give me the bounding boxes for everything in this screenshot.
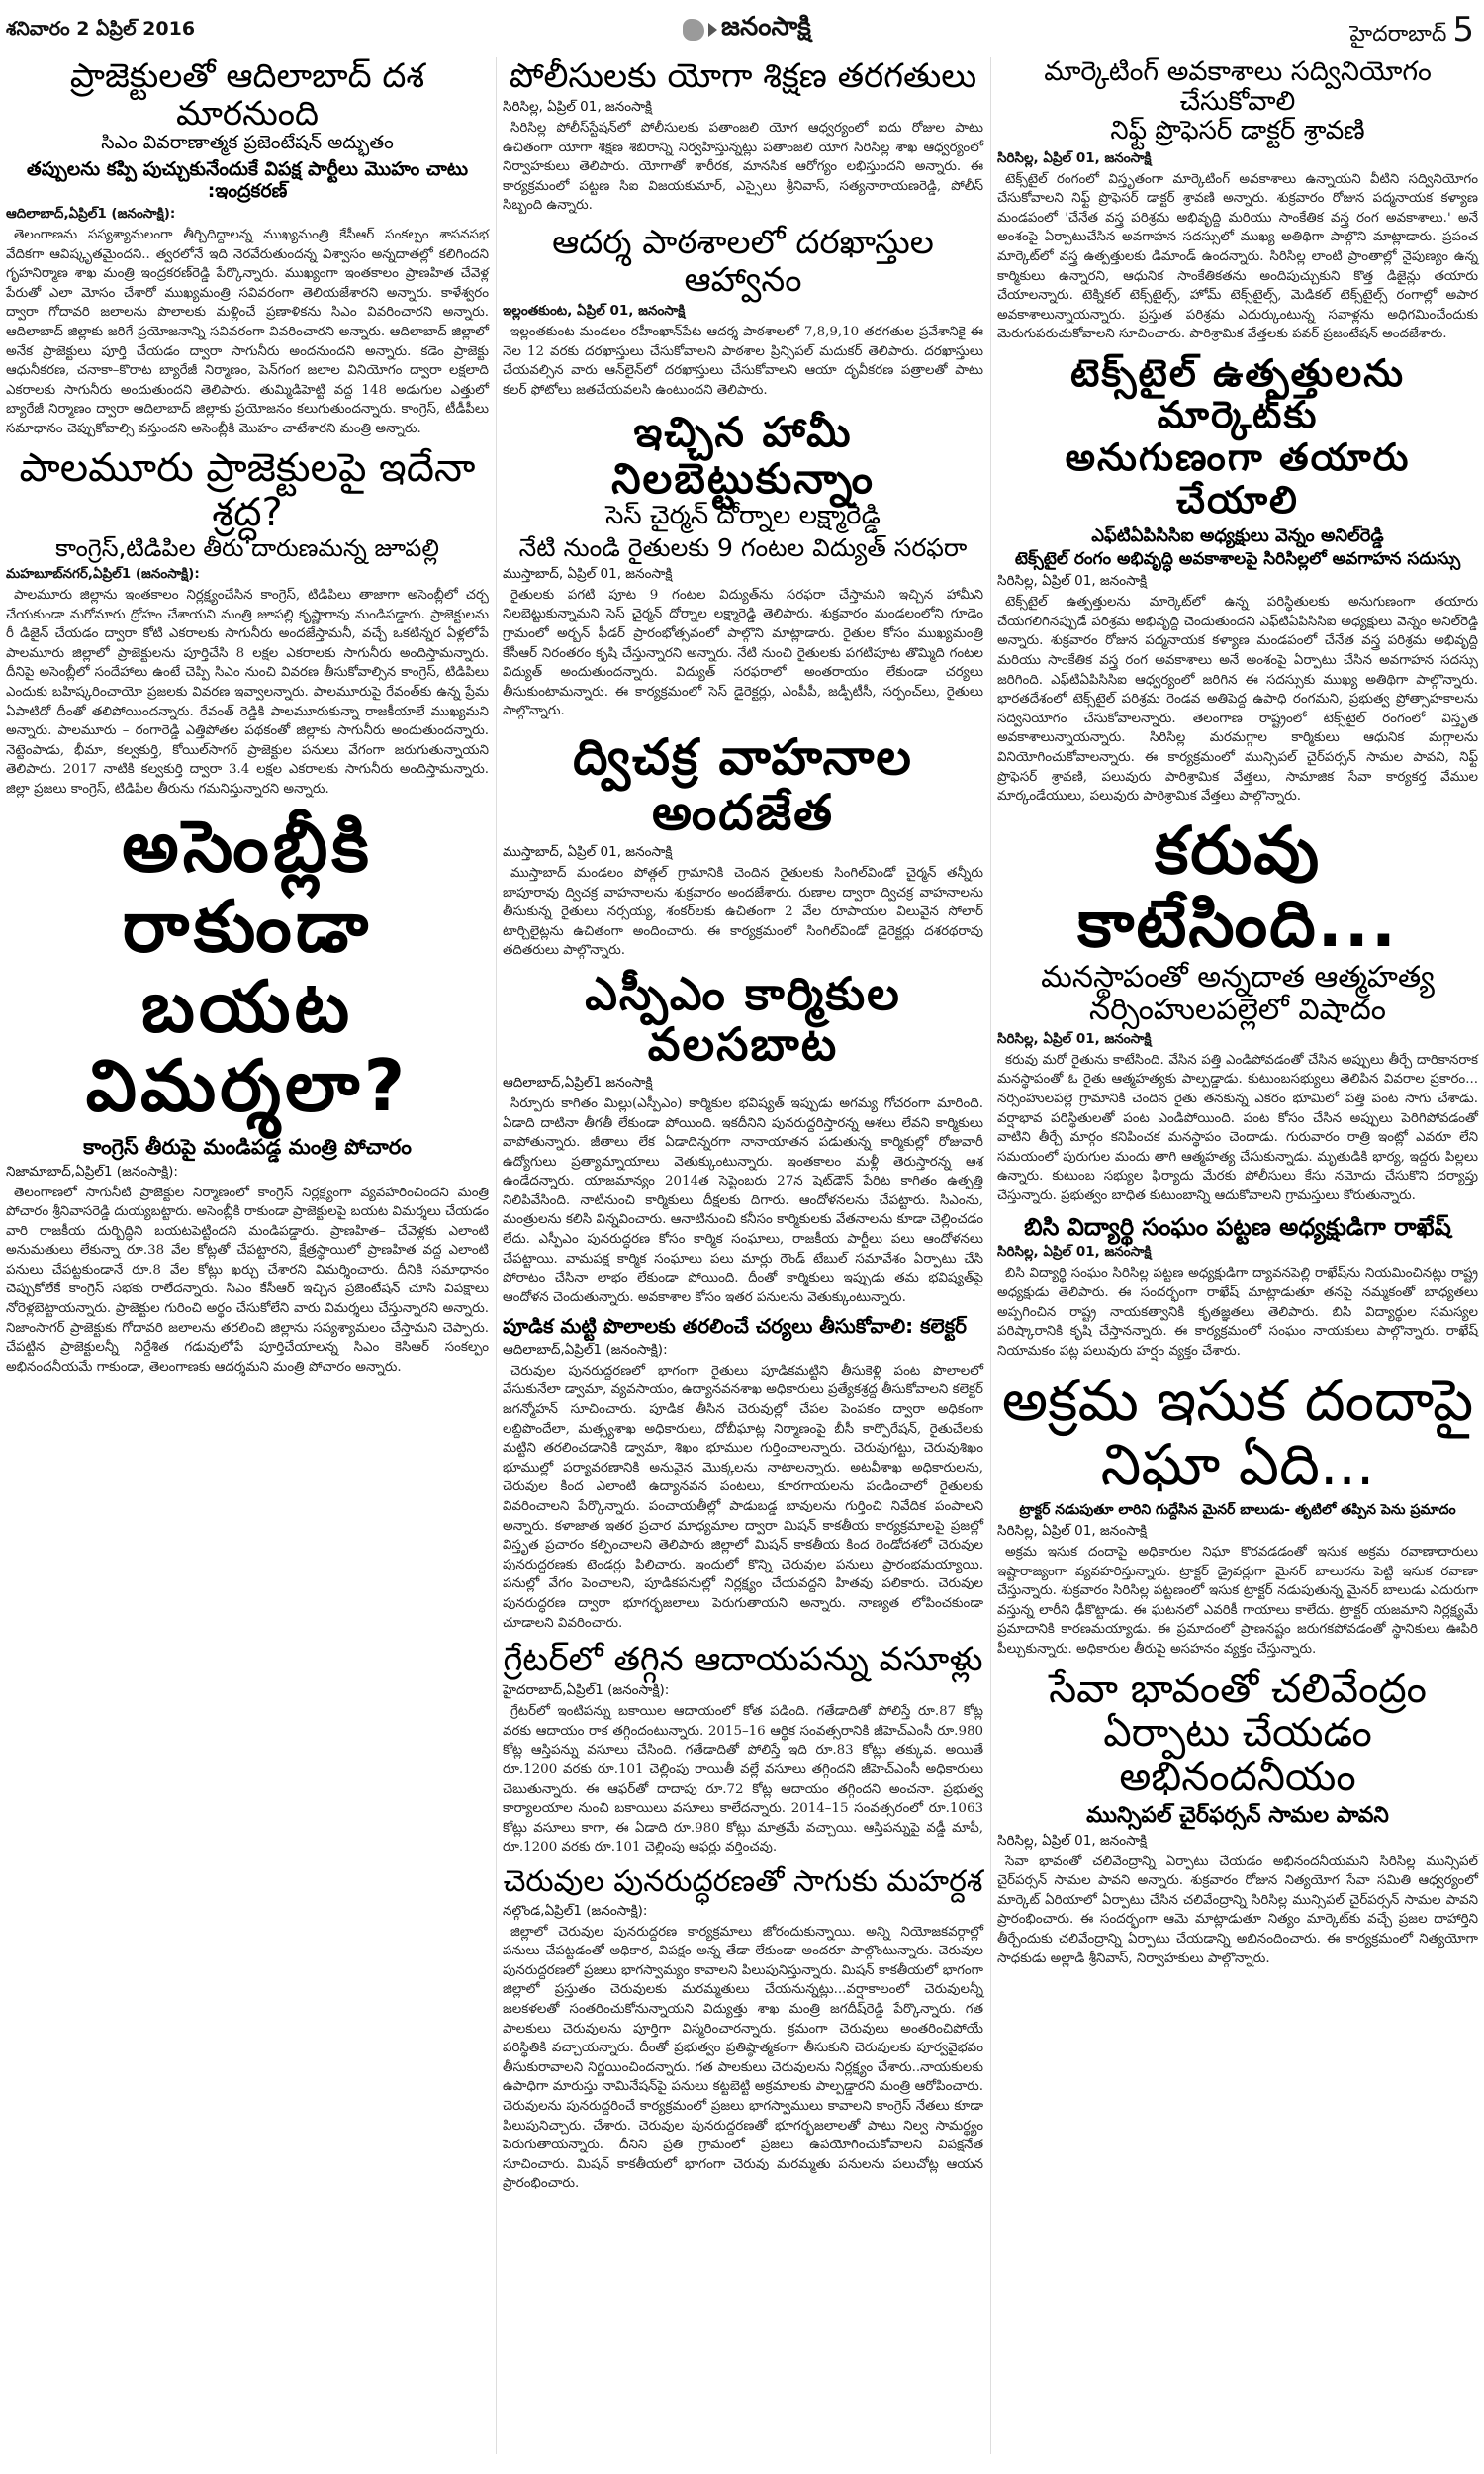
story-assembly-criticism xyxy=(6,807,489,1377)
story-textile-products xyxy=(997,352,1478,807)
headline-line-2: అనుగుణంగా తయారు చేయాలి xyxy=(1065,435,1411,522)
article-body: ముస్తాబాద్ మండలం పోత్గల్ గ్రామానికి చెందిన రైతులకు సింగిల్‌విండో చైర్మన్ తన్నీరు బాపూరావు ద్విచక్ర వాహనాలను శుక్రవారం అందజేశారు. రుణాల ద్వారా ద్విచక్ర వాహనాలను తీసుకున్న రైతులు నర్సయ్య, శంకర్‌లకు ఉచితంగా 2 వేల రూపాయల విలువైన సోలార్ టార్చిలైట్లను ఉచితంగా అందించారు. ఈ కార్యక్రమంలో సింగిల్‌విండో డైరెక్టర్లు దశరథరావు తదితరులు పాల్గొన్నారు. xyxy=(503,865,983,959)
article-body: తెలంగాణలో సాగునీటి ప్రాజెక్టుల నిర్మాణంలో కాంగ్రెస్ నిర్లక్ష్యంగా వ్యవహరించిందని మంత్రి పోచారం శ్రీనివాసరెడ్డి దుయ్యబట్టారు. అసెంబ్లీకి రాకుండా ప్రాజెక్టులపై బయట విమర్శలు చేయడం వారి రాజకీయ దుర్బిద్ధిని బయటపెట్టిందని మండిపడ్డారు. ప్రాణహిత– చేవెళ్లకు ఎలాంటి అనుమతులు లేకున్నా రూ.38 వేల కోట్లతో చేపట్టారని, క్షేత్రస్థాయిలో ప్రాణహిత వద్ద ఎలాంటి పనులు చేపట్టకుండానే రూ.8 వేల కోట్లు ఖర్చు చేశారని విమర్శించారు. దీనికి సమాధానం చెప్పుకోలేకే కాంగ్రెస్ సభకు రాలేదన్నారు. సిఎం కేసీఆర్ ఇచ్చిన ప్రజెంటేషన్ చూసి విపక్షాలు నోరెళ్లబెట్టాయన్నారు. ప్రాజెక్టుల గురించి అర్థం చేసుకోలేని వారు విమర్శలు చేస్తున్నారని అన్నారు. నిజాంసాగర్ ప్రాజెక్టుకు గోదావరి జలాలను తరలించి జిల్లాను సస్యశ్యామలం చేస్తామని చెప్పారు. చేపట్టిన ప్రాజెక్టులన్నీ నిర్దేశిత గడువులోపే పూర్తిచేయాలన్న సిఎం కెసిఆర్ సంకల్పం అభినందనీయమే గాకుండా, తెలంగాణకు ఆదర్శమని మంత్రి పోచారం అన్నారు. xyxy=(6,1185,489,1375)
page-number: 5 xyxy=(1452,10,1474,49)
subheadline: సిఎం వివరాణాత్మక ప్రజెంటేషన్ అద్భుతం xyxy=(101,132,394,154)
story-ghmc-tax xyxy=(503,1641,983,1857)
story-spm-workers xyxy=(503,966,983,1308)
headline: గ్రేటర్‌లో తగ్గిన ఆదాయపన్ను వసూళ్లు xyxy=(503,1640,983,1680)
dateline: ముస్తాబాద్, ఏప్రిల్ 01, జనంసాక్షి xyxy=(503,565,673,582)
headline: బిసి విద్యార్థి సంఘం పట్టణ అధ్యక్షుడిగా రాఖేష్ xyxy=(1024,1212,1451,1241)
headline-line-2: బయట విమర్శలా? xyxy=(85,964,410,1128)
dateline: ఆదిలాబాద్,ఏప్రిల్1 జనంసాక్షి xyxy=(503,1074,653,1091)
dateline: సిరిసిల్ల, ఏప్రిల్ 01, జనంసాక్షి xyxy=(997,1244,1152,1261)
article-body: రైతులకు పగటి పూట 9 గంటల విద్యుత్‌ను సరఫరా చేస్తామని ఇచ్చిన హామీని నిలబెట్టుకున్నామని సెస్ చైర్మన్ దోర్నాల లక్ష్మారెడ్డి తెలిపారు. శుక్రవారం మండలంలోని గూడెం గ్రామంలో అర్బన్ ఫీడర్ ప్రారంభోత్సవంలో పాల్గొని మాట్లాడారు. రైతుల కోసం ముఖ్యమంత్రి కేసీఆర్ నిరంతరం కృషి చేస్తున్నారని అన్నారు. నేటి నుంచి రైతులకు పగటిపూట తొమ్మిది గంటల విద్యుత్ అందుతుందన్నారు. విద్యుత్ సరఫరాలో అంతరాయం లేకుండా చర్యలు తీసుకుంటామన్నారు. ఈ కార్యక్రమంలో సెస్ డైరెక్టర్లు, ఎంపీపీ, జడ్పీటీసీ, సర్పంచ్‌లు, రైతులు పాల్గొన్నారు. xyxy=(503,587,983,719)
dateline: సిరిసిల్ల, ఏప్రిల్ 01, జనంసాక్షి xyxy=(997,573,1148,590)
article-body: సిరిసిల్ల పోలీస్‌స్టేషన్‌లో పోలీసులకు పతాంజలి యోగ ఆధ్వర్యంలో ఐదు రోజుల పాటు ఉచితంగా యోగా శిక్షణ శిబిరాన్ని నిర్వహిస్తున్నట్లు పతాంజలి యోగ సిరిసిల్ల శాఖ ఆధ్వర్యంలో నిర్వాహకులు తెలిపారు. యోగాతో శారీరక, మానసిక ఆరోగ్యం లభిస్తుందని అన్నారు. ఈ కార్యక్రమంలో పట్టణ సిఐ విజయకుమార్, ఎస్సైలు శ్రీనివాస్, సత్యనారాయణరెడ్డి, పోలీస్ సిబ్బంది ఉన్నారు. xyxy=(503,121,983,214)
subheadline: టెక్స్‌టైల్ రంగం అభివృద్ధి అవకాశాలపై సిరిసిల్లలో అవగాహన సదుస్సు xyxy=(1014,549,1461,570)
headline: పూడిక మట్టి పొలాలకు తరలించే చర్యలు తీసుకోవాలి: కలెక్టర్ xyxy=(503,1314,968,1339)
article-body: కరువు మరో రైతును కాటేసింది. వేసిన పత్తి ఎండిపోవడంతో చేసిన అప్పులు తీర్చే దారికానరాక మనస్థాపంతో ఓ రైతు ఆత్మహత్యకు పాల్పడ్డాడు. కుటుంబసభ్యులు తెలిపిన వివరాల ప్రకారం... నర్సింహులపల్లె గ్రామానికి చెందిన రైతు తనకున్న ఎకరం భూమిలో పత్తి పంట సాగు చేశాడు. వర్షాభావ పరిస్థితులతో పంట ఎండిపోయింది. పంట కోసం చేసిన అప్పులు పెరిగిపోవడంతో వాటిని తీర్చే మార్గం కనిపించక మనస్థాపం చెందాడు. గురువారం రాత్రి ఇంట్లో ఎవరూ లేని సమయంలో పురుగుల మందు తాగి ఆత్మహత్య చేసుకున్నాడు. మృతుడికి భార్య, ఇద్దరు పిల్లలు ఉన్నారు. కుటుంబ సభ్యుల ఫిర్యాదు మేరకు పోలీసులు కేసు నమోదు చేసుకొని దర్యాప్తు చేస్తున్నారు. ప్రభుత్వం బాధిత కుటుంబాన్ని ఆదుకోవాలని గ్రామస్తులు కోరుతున్నారు. xyxy=(997,1052,1478,1203)
article-body: ఇల్లంతకుంట మండలం రహీంఖాన్‌పేట ఆదర్శ పాఠశాలలో 7,8,9,10 తరగతుల ప్రవేశానికై ఈ నెల 12 వరకు దరఖాస్తులు చేసుకోవాలని పాఠశాల ప్రిన్సిపల్ మదుకర్ తెలిపారు. దరఖాస్తులు చేయవల్సిన వారు ఆన్‌లైన్‌లో దరఖాస్తులు చేసుకోవాలని ఆయా దృవీకరణ పత్రాలతో పాటు కలర్ ఫోటోలు జతచేయవలసి ఉంటుందని తెలిపారు. xyxy=(503,325,983,398)
headline: ద్విచక్ర వాహనాల అందజేత xyxy=(573,727,913,841)
subheadline: మనస్థాపంతో అన్నదాత ఆత్మహత్య xyxy=(1041,959,1435,995)
edition-label xyxy=(1349,10,1474,51)
headline: ప్రాజెక్టులతో ఆదిలాబాద్ దశ మారనుంది xyxy=(69,56,425,135)
logo-text: జనంసాక్షి xyxy=(721,12,811,42)
story-police-yoga xyxy=(503,57,983,216)
headline: చెరువుల పునరుద్ధరణతో సాగుకు మహర్దశ xyxy=(503,1863,983,1899)
dateline: హైదరాబాద్,ఏప్రిల్1 (జనంసాక్షి): xyxy=(503,1682,670,1699)
dateline: ఇల్లంతకుంట, ఏప్రిల్ 01, జనంసాక్షి xyxy=(503,303,686,320)
dateline: సిరిసిల్ల, ఏప్రిల్ 01, జనంసాక్షి xyxy=(997,1832,1148,1849)
article-body: చెరువుల పునరుద్దరణలో భాగంగా రైతులు పూడికమట్టిని తీసుకెళ్లి పంట పొలాలలో వేసుకునేలా డ్వామా, వ్యవసాయం, ఉద్యానవనశాఖ అధికారులు ప్రత్యేకశ్రద్ద తీసుకోవాలని కలెక్టర్ జగన్మోహన్ సూచించారు. పూడిక తీసిన చెరువుల్లో చేపల పెంపకం ద్వారా అధికంగా లబ్దిపొందేలా, మత్స్యశాఖ అధికారులు, దోబీఘాట్ల నిర్మాణంపై బీసీ కార్పొరేషన్, రైతుచేలకు మట్టిని తరలించడానికి డ్వామా, శిఖం భూముల గుర్తించాలన్నారు. చెరువుగట్టు, చెరువుశిఖం భూముల్లో పర్యావరణానికి అనువైన మొక్కలను నాటాలన్నారు. అటవీశాఖ అధికారులను, చెరువుల కింద ఎలాంటి ఉద్యానవన పంటలు, కూరగాయలను పండించాలో రైతులకు వివరించాలని పేర్కొన్నారు. పంచాయతీల్లో పాడుబడ్డ బావులను గుర్తించి నివేదిక పంపాలని అన్నారు. కళాజాత ఇతర ప్రచార మాధ్యమాల ద్వారా మిషన్ కాకతీయ కార్యక్రమాలపై ప్రజల్లో విస్తృత ప్రచారం కల్పించాలని తెలిపారు జిల్లాలో మిషన్ కాకతీయ కింద రెండోదశలో చెరువుల పునరుద్దరణకు టెండర్లు పిలిచారు. ఇందులో కొన్ని చెరువుల పనులు ప్రారంభమయ్యాయి. పనుల్లో వేగం పెంచాలని, పూడికపనుల్లో నిర్లక్ష్యం చేయవద్దని హితవు పలికారు. చెరువుల పునరుద్ధరణ ద్వారా భూగర్భజలాలు పెరుగుతాయని అన్నారు. నాణ్యత లోపించకుండా చూడాలని వివరించారు. xyxy=(503,1363,983,1631)
article-body: సిర్పూరు కాగితం మిల్లు(ఎస్పీఎం) కార్మికుల భవిష్యత్ ఇప్పుడు అగమ్య గోచరంగా మారింది. ఏడాది దాటినా తీగతీ లేకుండా పోయింది. ఇకదీనిని పునరుద్దరిస్తారన్న ఆశలు లేవని కార్మికులు వాపోతున్నారు. జీతాలు లేక ఏడాదిన్నరగా నానాయాతన పడుతున్న కార్మికుల్లో రోజువారీ ఉద్యోగులు ప్రత్యామ్నాయాలు వెతుక్కుంటున్నారు. ఇంతకాలం మళ్లీ తెరుస్తారన్న ఆశ ఉండేదన్నారు. యాజమాన్యం 2014త సెప్టెంబరు 27న షెట్‌డౌన్ పేరిట కాగితం ఉత్పత్తి నిలిపివేసింది. నాటినుంచి కార్మికులు దీక్షలకు దిగారు. ఆందోళనలను చేపట్టారు. సిఎంను, మంత్రులను కలిసి విన్నవించారు. ఆనాటినుంచి కనీసం కార్మికులకు వేతనాలను కూడా చెల్లించడం లేదు. ఎస్పీఎం పునరుద్ధరణ కోసం కార్మిక సంఘాలు, రాజకీయ పార్టీలు పలు ఆందోళనలు చేపట్టాయి. వామపక్ష కార్మిక సంఘాలు పలు మార్లు రౌండ్ టేబుల్ సమావేశం ఏర్పాటు చేసి పోరాటం చేసినా లాభం లేకుండా పోయింది. దీంతో కార్మికులు ఇప్పుడు తమ భవిష్యత్‌పై ఆందోళన చెందుతున్నారు. అవకాశాల కోసం ఇతర పనులను వెతుక్కుంటున్నారు. xyxy=(503,1095,983,1305)
edition-name: హైదరాబాద్ xyxy=(1349,22,1447,47)
story-two-wheelers xyxy=(503,729,983,961)
subheadline: కాంగ్రెస్ తీరుపై మండిపడ్డ మంత్రి పోచారం xyxy=(83,1134,412,1159)
subheadline: ట్రాక్టర్ నడుపుతూ లారిని గుద్దేసిన మైనర్ బాలుడు- తృటిలో తప్పిన పెను ప్రమాదం xyxy=(1019,1502,1456,1519)
article-body: పాలమూరు జిల్లాను ఇంతకాలం నిర్లక్ష్యంచేసిన కాంగ్రెస్, టిడిపిలు తాజాగా అసెంబ్లీలో చర్చ చేయకుండా మరోమారు ద్రోహం చేశాయని మంత్రి జూపల్లి కృష్ణారావు మండిపడ్డారు. ప్రాజెక్టులను రీ డిజైన్ చేయడం ద్వారా కోటి ఎకరాలకు సాగునీరు అందజేస్తామనీ, వచ్చే ఒకటిన్నర ఏళ్లలోపే పాలమూరు జిల్లాలో ప్రాజెక్టులను పూర్తిచేసి 8 లక్షల ఎకరాలకు సాగునీరు అందిస్తామన్నారు. దీనిపై అసెంబ్లీలో సందేహాలు ఉంటే చెప్పి సిఎం నుంచి వివరణ తీసుకోవాల్సిన కాంగ్రెస్, టిడిపిలు ఎందుకు బహిష్కరించాయో ప్రజలకు వివరణ ఇవ్వాలన్నారు. పాలమూరుపై రేవంత్‌కు ఉన్న ప్రేమ ఏపాటిదో దీంతో తలిపోయిందన్నారు. రేవంత్ రెడ్డికి పాలమూరుకున్నా రాజకీయాలే ముఖ్యమని అన్నారు. పాలమూరు – రంగారెడ్డి ఎత్తిపోతల పథకంతో జిల్లాకు సాగునీరు అందుతుందన్నారు. నెట్టెంపాడు, భీమా, కల్వకుర్తి, కోయిల్‌సాగర్ ప్రాజెక్టుల పనులు వేగంగా జరుగుతున్నాయని తెలిపారు. 2017 నాటికి కల్వకుర్తి ద్వారా 3.4 లక్షల ఎకరాలకు సాగునీరు అందిస్తామన్నారు. జిల్లా ప్రజలు కాంగ్రెస్, టిడిపిల తీరును గమనిస్తున్నారని అన్నారు. xyxy=(6,587,489,797)
headline: పోలీసులకు యోగా శిక్షణ తరగతులు xyxy=(509,56,977,96)
headline: ఇచ్చిన హామీ నిలబెట్టుకున్నాం xyxy=(611,407,875,503)
subheadline: నర్సింహులపల్లెలో విషాదం xyxy=(1089,993,1386,1028)
article-body: అక్రమ ఇసుక దందాపై అధికారుల నిఘా కొరవడడంతో ఇసుక అక్రమ రవాణాదారులు ఇష్టారాజ్యంగా వ్యవహరిస్తున్నారు. ట్రాక్టర్ డ్రైవర్లుగా మైనర్ బాలురను పెట్టి ఇసుక రవాణా చేస్తున్నారు. శుక్రవారం సిరిసిల్ల పట్టణంలో ఇసుక ట్రాక్టర్ నడుపుతున్న మైనర్ బాలుడు ఎదురుగా వస్తున్న లారీని ఢీకొట్టాడు. ఈ ఘటనలో ఎవరికీ గాయాలు కాలేదు. ట్రాక్టర్ యజమాని నిర్లక్ష్యమే ప్రమాదానికి కారణమయ్యాడు. ఈ ప్రమాదంలో ప్రాణనష్టం జరుగకపోవడంతో స్థానికులు ఊపిరి పీల్చుకున్నారు. అధికారుల తీరుపై అసహనం వ్యక్తం చేస్తున్నారు. xyxy=(997,1545,1478,1657)
article-body: టెక్స్‌టైల్ రంగంలో విస్తృతంగా మార్కెటింగ్ అవకాశాలు ఉన్నాయని వీటిని సద్వినియోగం చేసుకోవాలని నిఫ్ట్ ప్రొఫెసర్ డాక్టర్ శ్రావణి అన్నారు. శుక్రవారం రోజున పద్మనాయక కళ్యాణ మండపంలో 'చేనేత వస్త్ర పరిశ్రమ అభివృద్ది మరియు సాంకేతిక వస్త్ర రంగ అవకాశాలు.' అనే అంశంపై ఏర్పాటుచేసిన అవగాహన సదస్సులో ముఖ్య అతిథిగా పాల్గొని మాట్లాడారు. ప్రపంచ మార్కెట్‌లో వస్త్ర ఉత్పత్తులకు డిమాండ్ ఉందన్నారు. సిరిసిల్ల లాంటి ప్రాంతాల్లో నైపుణ్యం ఉన్న కార్మికులు ఉన్నారని, ఆధునిక సాంకేతికతను అందిపుచ్చుకుని కొత్త డిజైన్లు తయారు చేయాలన్నారు. టెక్నికల్ టెక్స్‌టైల్స్, హోమ్ టెక్స్‌టైల్స్, మెడికల్ టెక్స్‌టైల్స్ రంగాల్లో అపార అవకాశాలున్నాయన్నారు. ప్రస్తుత పరిశ్రమ ఎదుర్కుంటున్న సవాళ్లను అధిగమించేందుకు మెరుగుపరుచుకోవాలని సూచించారు. పారిశ్రామిక వేత్తలకు పవర్ ప్రజంటేషన్ అందజేశారు. xyxy=(997,171,1478,342)
subheadline: మున్సిపల్ చైర్‌ఫర్సన్ సామల పావని xyxy=(1086,1802,1389,1828)
dateline: సిరిసిల్ల, ఏప్రిల్ 01, జనంసాక్షి xyxy=(997,1030,1152,1047)
dateline: సిరిసిల్ల, ఏప్రిల్ 01, జనంసాక్షి xyxy=(503,99,653,116)
dateline: సిరిసిల్ల, ఏప్రిల్ 01, జనంసాక్షి xyxy=(997,1523,1148,1539)
subheadline: సెస్ చైర్మన్ దోర్నాల లక్ష్మారెడ్డి xyxy=(605,500,881,530)
story-bc-student-union xyxy=(997,1214,1478,1362)
headline-line-2: నిఘా ఏది... xyxy=(1100,1431,1375,1499)
dateline: నల్గొండ,ఏప్రిల్1 (జనంసాక్షి): xyxy=(503,1902,648,1919)
story-illegal-sand xyxy=(997,1369,1478,1659)
newspaper-logo xyxy=(683,12,811,48)
article-body: జిల్లాలో చెరువుల పునరుద్దరణ కార్యక్రమాలు జోరందుకున్నాయి. అన్ని నియోజకవర్గాల్లో పనులు చేపట్టడంతో అధికార, విపక్షం అన్న తేడా లేకుండా అందరూ పాల్గొంటున్నారు. చెరువుల పునరుద్దరణలో ప్రజలు భాగస్వామ్యం కావాలని పిలుపునిస్తున్నారు. మిషన్ కాకతీయలో భాగంగా జిల్లాలో ప్రస్తుతం చెరువులకు మరమ్మతులు చేయనున్నట్లు...వర్షాకాలంలో చెరువులన్నీ జలకళలతో సంతరించుకోనున్నాయని విద్యుత్తు శాఖ మంత్రి జగదీష్‌రెడ్డి పేర్కొన్నారు. గత పాలకులు చెరువులను పూర్తిగా విస్మరించారన్నారు. క్రమంగా చెరువులు అంతరించిపోయే పరిస్థితికి వచ్చాయన్నారు. దీంతో ప్రభుత్వం ప్రతిష్ఠాత్మకంగా తీసుకుని చెరువులకు పూర్వవైభవం తీసుకురావాలని నిర్ణయించిందన్నారు. గత పాలకులు చెరువులను నిర్లక్ష్యం చేశారు..నాయకులకు ఉపాధిగా మారుస్తు నామినేషన్‌పై పనులు కట్టబెట్టి అక్రమాలకు పాల్పడ్డారని మంత్రి ఆరోపించారు. చెరువులను పునరుద్దరించే కార్యక్రమంలో ప్రజలు భాగస్వాములు కావాలని కాంగ్రెస్ నేతలు కూడా పిలుపునిచ్చారు. చేశారు. చెరువుల పునరుద్దరణతో భూగర్భజలాలతో పాటు నిల్వ సామర్థ్యం పెరుగుతాయన్నారు. దీనిని ప్రతి గ్రామంలో ప్రజలు ఉపయోగించుకోవాలని విపక్షనేత సూచించారు. మిషన్ కాకతీయలో భాగంగా చెరువు మరమ్మతు పనులను పలుచోట్ల ఆయన ప్రారంభించారు. xyxy=(503,1924,983,2192)
headline-line-2: ఏర్పాటు చేయడం అభినందనీయం xyxy=(1103,1710,1372,1801)
subheadline: నేటి నుండి రైతులకు 9 గంటల విద్యుత్ సరఫరా xyxy=(518,532,968,562)
headline: మార్కెటింగ్ అవకాశాలు సద్వినియోగం చేసుకోవాలి xyxy=(1044,56,1432,118)
headline: ఆదర్శ పాఠశాలలో దరఖాస్తుల ఆహ్వానం xyxy=(552,223,934,301)
column-divider xyxy=(990,57,991,2454)
story-silt-collector xyxy=(503,1315,983,1633)
dateline: ఆదిలాబాద్,ఏప్రిల్1 (జనంసాక్షి): xyxy=(6,205,176,222)
subheadline: తప్పులను కప్పి పుచ్చుకునేందుకే విపక్ష పార్టీలు మొహం చాటు :ఇంద్రకరణ్ xyxy=(26,158,469,202)
headline-line-1: అక్రమ ఇసుక దందాపై xyxy=(1001,1367,1474,1435)
right-column xyxy=(997,57,1478,2454)
dateline: సిరిసిల్ల, ఏప్రిల్ 01, జనంసాక్షి xyxy=(997,149,1152,166)
issue-date: శనివారం 2 ఏప్రిల్ 2016 xyxy=(6,18,196,40)
subheadline: కాంగ్రెస్,టిడిపిల తీరు దారుణమన్న జూపల్లి xyxy=(55,534,439,563)
subheadline: నిఫ్ట్ ప్రొఫెసర్ డాక్టర్ శ్రావణి xyxy=(1110,116,1365,146)
left-column xyxy=(6,57,489,2454)
masthead xyxy=(0,6,1484,49)
headline: కరువు కాటేసింది... xyxy=(1077,811,1398,962)
story-marketing-opportunities xyxy=(997,57,1478,344)
dateline: మహబూబ్‌నగర్,ఏప్రిల్1 (జనంసాక్షి): xyxy=(6,565,200,582)
headline-line-1: సేవా భావంతో చలివేంద్రం xyxy=(1049,1665,1427,1712)
headline: ఎస్పీఎం కార్మికుల వలసబాట xyxy=(585,966,901,1072)
dateline: ముస్తాబాద్, ఏప్రిల్ 01, జనంసాక్షి xyxy=(503,843,673,860)
story-palamuru-projects xyxy=(6,446,489,799)
article-body: సేవా భావంతో చలివేంద్రాన్ని ఏర్పాటు చేయడం అభినందనీయమని సిరిసిల్ల మున్సిపల్ చైర్‌పర్సన్ సామల పావని అన్నారు. శుక్రవారం రోజున నిత్యయోగ సేవా సమితి ఆధ్వర్యంలో మార్కెట్ ఏరియాలో ఏర్పాటు చేసిన చలివేంద్రాన్ని సిరిసిల్ల మున్సిపల్ చైర్‌పర్సన్ సామల పావని ప్రారంభించారు. ఈ సందర్భంగా ఆమె మాట్లాడుతూ నిత్యం మార్కెట్‌కు వచ్చే ప్రజల దాహార్తిని తీర్చేందుకు చలివేంద్రాన్ని ఏర్పాటు చేయడాన్ని అభినందించారు. ఈ కార్యక్రమంలో నిత్యయోగా సాధకుడు అల్లాడి శ్రీనివాస్, నిర్వాహకులు పాల్గొన్నారు. xyxy=(997,1854,1478,1966)
story-model-school xyxy=(503,224,983,401)
story-adilabad-projects xyxy=(6,57,489,438)
story-water-kiosk xyxy=(997,1667,1478,1969)
arrow-icon xyxy=(708,23,717,37)
headline: పాలమూరు ప్రాజెక్టులపై ఇదేనా శ్రద్ధ? xyxy=(19,445,476,536)
story-drought-suicide xyxy=(997,811,1478,1206)
subheadline: ఎఫ్‌టిఏపిసిసిఐ అధ్యక్షులు వెన్నం అనిల్‌రెడ్డి xyxy=(1091,525,1384,547)
headline-line-1: అసెంబ్లీకి రాకుండా xyxy=(122,805,373,969)
dateline: నిజామాబాద్,ఏప్రిల్1 (జనంసాక్షి): xyxy=(6,1163,178,1180)
article-body: టెక్స్‌టైల్ ఉత్పత్తులను మార్కెట్‌లో ఉన్న పరిస్థితులకు అనుగుణంగా తయారు చేయగలిగినప్పుడే పరిశ్రమ అభివృద్ది చెందుతుందని ఎఫ్‌టిఏపిసిసిఐ అధ్యక్షులు వెన్నం అనిల్‌రెడ్డి అన్నారు. శుక్రవారం రోజున పద్మనాయక కళ్యాణ మండపంలో చేనేత వస్త్ర పరిశ్రమ అభివృద్ది మరియు సాంకేతిక వస్త్ర రంగ అవకాశాలు అనే అంశంపై ఏర్పాటు చేసిన అవగాహన సదస్సు జరిగింది. ఎఫ్‌టిఏపిసిసిఐ ఆధ్వర్యంలో జరిగిన ఈ సదస్సుకు ముఖ్య అతిథిగా పాల్గొన్నారు. భారతదేశంలో టెక్స్‌టైల్ పరిశ్రమ రెండవ అతిపెద్ద ఉపాధి రంగమని, ప్రభుత్వ ప్రోత్సాహకాలను సద్వినియోగం చేసుకోవాలన్నారు. తెలంగాణ రాష్ట్రంలో టెక్స్‌టైల్ రంగంలో విస్తృత అవకాశాలున్నాయన్నారు. సిరిసిల్ల మరమగ్గాల కార్మికులు ఆధునిక మగ్గాలను వినియోగించుకోవాలన్నారు. ఈ కార్యక్రమంలో మున్సిపల్ చైర్‌పర్సన్ సామల పావని, నిఫ్ట్ ప్రొఫెసర్ శ్రావణి, పలువురు పారిశ్రామిక వేత్తలు, సామాజిక సేవా కార్యకర్త వేముల మార్కండేయులు, పలువురు పారిశ్రామిక వేత్తలు పాల్గొన్నారు. xyxy=(997,595,1478,805)
article-body: బిసి విద్యార్థి సంఘం సిరిసిల్ల పట్టణ అధ్యక్షుడిగా ద్యావనపెల్లి రాఖేష్‌ను నియమించినట్లు రాష్ట్ర అధ్యక్షుడు తెలిపారు. ఈ సందర్భంగా రాఖేష్ మాట్లాడుతూ తనపై నమ్మకంతో బాధ్యతలు అప్పగించిన రాష్ట్ర నాయకత్వానికి కృతజ్ఞతలు తెలిపారు. బిసి విద్యార్థుల సమస్యల పరిష్కారానికి కృషి చేస్తానన్నారు. ఈ కార్యక్రమంలో సంఘం నాయకులు పాల్గొన్నారు. రాఖేష్ నియామకం పట్ల పలువురు హర్షం వ్యక్తం చేశారు. xyxy=(997,1266,1478,1359)
story-tank-restoration xyxy=(503,1865,983,2194)
story-power-supply xyxy=(503,409,983,721)
telangana-map-icon xyxy=(683,19,704,41)
headline-line-1: టెక్స్‌టైల్ ఉత్పత్తులను మార్కెట్‌కు xyxy=(1069,350,1406,437)
dateline: ఆదిలాబాద్,ఏప్రిల్1 (జనంసాక్షి): xyxy=(503,1341,668,1358)
article-body: గ్రేటర్‌లో ఇంటిపన్ను బకాయిల ఆదాయంలో కోత పడింది. గతేడాదితో పోలిస్తే రూ.87 కోట్ల వరకు ఆదాయం రాక తగ్గిందంటున్నారు. 2015–16 ఆర్థిక సంవత్సరానికి జీహెచ్‌ఎంసీ రూ.980 కోట్ల ఆస్తిపన్ను వసూలు చేసింది. గతేడాదితో పోలిస్తే ఇది రూ.83 కోట్లు తక్కువ. అయితే రూ.1200 వరకు రూ.101 చెల్లింపు రాయితీ వల్లే వసూలు తగ్గిందని జీహెచ్‌ఎంసీ అధికారులు చెబుతున్నారు. ఈ ఆఫర్‌తో దాదాపు రూ.72 కోట్ల ఆదాయం తగ్గిందని అంచనా. ప్రభుత్వ కార్యాలయాల నుంచి బకాయిలు వసూలు కాలేదన్నారు. 2014–15 సంవత్సరంలో రూ.1063 కోట్లు వసూలు కాగా, ఈ ఏడాది రూ.980 కోట్లు మాత్రమే వచ్చాయి. ఆస్తిపన్నుపై వడ్డీ మాఫీ, రూ.1200 వరకు రూ.101 చెల్లింపు ఆఫర్లు వర్తించవు. xyxy=(503,1704,983,1856)
middle-column xyxy=(503,57,983,2454)
column-divider xyxy=(496,57,497,2454)
article-body: తెలంగాణను సస్యశ్యామలంగా తీర్చిదిద్దాలన్న ముఖ్యమంత్రి కేసీఆర్ సంకల్పం శాసనసభ వేదికగా ఆవిష్కృతమైందని.. త్వరలోనే ఇది నెరవేరుతుందన్న విశ్వాసం అన్నదాతల్లో కలిగిందని గృహనిర్మాణ శాఖ మంత్రి ఇంద్రకరణ్‌రెడ్డి పేర్కొన్నారు. ముఖ్యంగా ఇంతకాలం ప్రాణహిత చేవెళ్ల పేరుతో ఎలా మోసం చేశారో ముఖ్యమంత్రి సవివరంగా తెలియజేశారని అన్నారు. కాళేశ్వరం ద్వారా గోదావరి జలాలను పొలాలకు మళ్లించే ప్రణాళికను సిఎం వివరించారని అన్నారు. ఆదిలాబాద్ జిల్లాకు జరిగే ప్రయోజనాన్ని సవివరంగా వివరించారని అన్నారు. ఆదిలాబాద్ జిల్లాలో అనేక ప్రాజెక్టులు పూర్తి చేయడం ద్వారా సాగునీరు అందనుందని అన్నారు. కడెం ప్రాజెక్టు ఆధునీకరణ, చనాకా–కొరాట బ్యారేజీ నిర్మాణం, పెన్‌గంగ జలాల వినియోగం ద్వారా లక్షలాది ఎకరాలకు సాగునీరు అందుతుందని తెలిపారు. తుమ్మిడిహెట్టి వద్ద 148 అడుగుల ఎత్తులో బ్యారేజీ నిర్మాణం ద్వారా ఆదిలాబాద్ జిల్లాకు ప్రయోజనం కలుగుతుందన్నారు. కాంగ్రెస్, టీడీపీలు సమాధానం చెప్పుకోవాల్సి వస్తుందని అసెంబ్లీకి మొహం చాటేశారని మంత్రి అన్నారు. xyxy=(6,227,489,436)
